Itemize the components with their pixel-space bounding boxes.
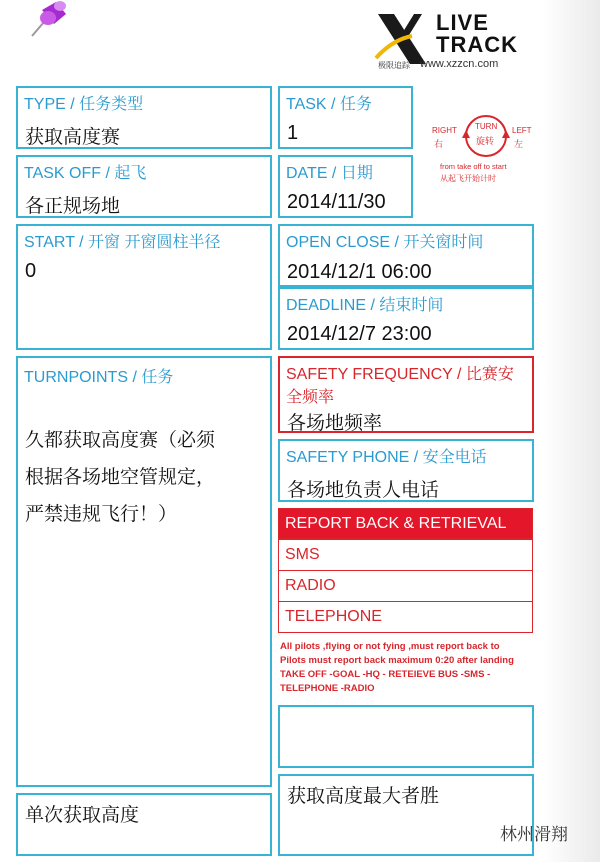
logo-sub-cn: 极限追踪 bbox=[378, 61, 410, 70]
task-value: 1 bbox=[287, 122, 299, 144]
turn-note-cn: 从起飞开始计时 bbox=[440, 174, 496, 183]
turn-left: LEFT bbox=[512, 126, 532, 135]
deadline-box bbox=[278, 287, 534, 350]
task-box bbox=[278, 86, 413, 149]
safety-frequency-label-2: 全频率 bbox=[286, 389, 335, 406]
watermark: 林州滑翔 bbox=[500, 825, 568, 845]
safety-phone-box bbox=[278, 439, 534, 502]
turnpoints-text bbox=[25, 422, 263, 533]
note-line-3: TAKE OFF -GOAL -HQ - RETEIEVE BUS -SMS - bbox=[280, 669, 491, 680]
date-value: 2014/11/30 bbox=[287, 191, 386, 213]
turn-right: RIGHT bbox=[432, 126, 457, 135]
task-off-value: 各正规场地 bbox=[25, 195, 121, 217]
task-label: TASK / 任务 bbox=[286, 96, 372, 113]
deadline-label: DEADLINE / 结束时间 bbox=[286, 297, 444, 314]
safety-frequency-value: 各场地频率 bbox=[287, 412, 383, 434]
bottom-right-box bbox=[278, 774, 534, 856]
turnpoints-line-3: 严禁违规飞行！） bbox=[25, 503, 178, 525]
turnpoints-label: TURNPOINTS / 任务 bbox=[24, 369, 174, 386]
turn-right-cn: 右 bbox=[434, 139, 444, 149]
bottom-right-value: 获取高度最大者胜 bbox=[287, 785, 440, 807]
date-label: DATE / 日期 bbox=[286, 165, 373, 182]
date-box bbox=[278, 155, 413, 218]
start-value: 0 bbox=[25, 260, 37, 282]
turn-left-cn: 左 bbox=[514, 139, 524, 149]
deadline-value: 2014/12/7 23:00 bbox=[287, 323, 432, 345]
task-off-label: TASK OFF / 起飞 bbox=[24, 165, 147, 182]
report-row-telephone: TELEPHONE bbox=[278, 601, 533, 633]
bottom-left-value: 单次获取高度 bbox=[25, 804, 140, 826]
type-value: 获取高度赛 bbox=[25, 126, 121, 148]
logo-track: TRACK bbox=[436, 32, 518, 57]
safety-frequency-box bbox=[278, 356, 534, 433]
empty-box bbox=[278, 705, 534, 768]
turnpoints-line-2: 根据各场地空管规定， bbox=[25, 466, 216, 488]
start-box bbox=[16, 224, 272, 350]
turn-direction-icon bbox=[430, 112, 540, 188]
report-note bbox=[280, 640, 536, 696]
type-label: TYPE / 任务类型 bbox=[24, 96, 144, 113]
safety-frequency-label-1: SAFETY FREQUENCY / 比赛安 bbox=[286, 366, 514, 383]
safety-phone-value: 各场地负责人电话 bbox=[287, 479, 440, 501]
report-header: REPORT BACK & RETRIEVAL bbox=[278, 508, 533, 539]
open-close-box bbox=[278, 224, 534, 287]
turnpoints-box bbox=[16, 356, 272, 787]
note-line-4: TELEPHONE -RADIO bbox=[280, 683, 375, 694]
logo-url: www.xzzcn.com bbox=[420, 58, 499, 70]
bottom-left-box bbox=[16, 793, 272, 856]
report-row-radio: RADIO bbox=[278, 570, 533, 602]
safety-phone-label: SAFETY PHONE / 安全电话 bbox=[286, 449, 487, 466]
task-off-box bbox=[16, 155, 272, 218]
logo-live: LIVE bbox=[436, 10, 489, 35]
pushpin-icon bbox=[24, 0, 70, 42]
type-box bbox=[16, 86, 272, 149]
turn-turn-cn: 旋转 bbox=[476, 136, 495, 146]
turn-note: from take off to start bbox=[440, 162, 507, 171]
turn-turn: TURN bbox=[475, 122, 498, 131]
livetrack-logo bbox=[372, 10, 532, 78]
start-label: START / 开窗 开窗圆柱半径 bbox=[24, 234, 221, 251]
turnpoints-line-1: 久都获取高度赛（必须 bbox=[25, 429, 216, 451]
open-close-label: OPEN CLOSE / 开关窗时间 bbox=[286, 234, 484, 251]
note-line-2: Pilots must report back maximum 0:20 after landing bbox=[280, 655, 514, 666]
sheet-edge bbox=[542, 0, 600, 862]
report-row-sms: SMS bbox=[278, 539, 533, 571]
note-line-1: All pilots ,flying or not fying ,must report back to bbox=[280, 641, 500, 652]
open-close-value: 2014/12/1 06:00 bbox=[287, 261, 432, 283]
